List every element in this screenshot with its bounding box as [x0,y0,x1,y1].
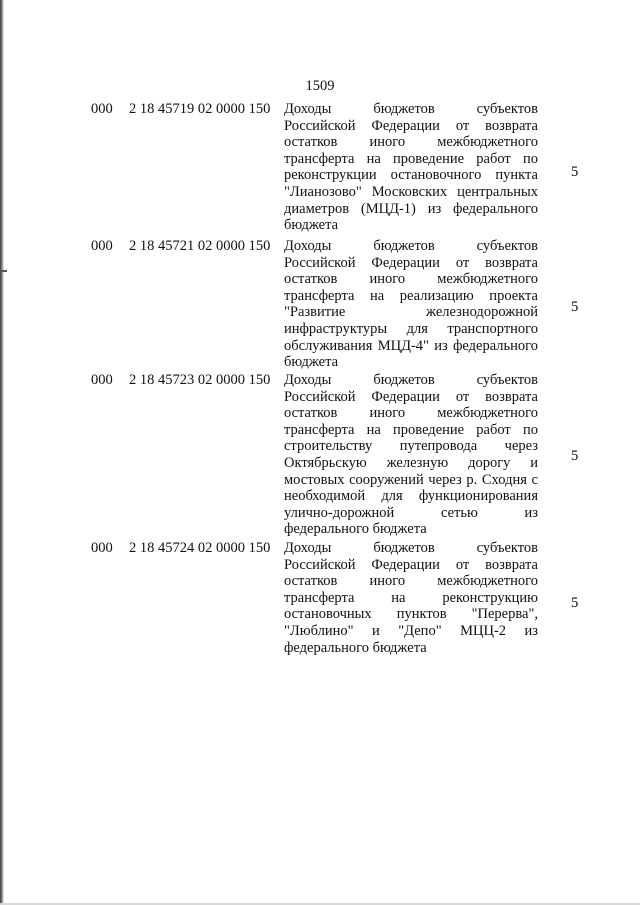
scan-edge-mark [0,270,7,272]
admin-code: 000 [91,238,113,254]
amount-value: 5 [571,448,579,464]
description-line: диаметров (МЦД-1) из федерального [284,200,538,217]
scan-edge-shadow [0,0,4,905]
admin-code: 000 [91,101,113,117]
description-line: Российской Федерации от возврата [284,388,538,405]
description-line: реконструкции остановочного пункта [284,167,538,184]
description-line: Доходы бюджетов субъектов [284,540,538,556]
description-line: остатков иного межбюджетного [284,405,538,422]
description-line: трансферта на проведение работ по [284,421,538,438]
description-line: трансферта на реализацию проекта [284,287,538,304]
description-line: Октябрьскую железную дорогу и [284,454,538,471]
budget-classification-code: 2 18 45719 02 0000 150 [129,101,271,117]
amount-value: 5 [571,595,579,611]
description-line: Российской Федерации от возврата [284,117,538,134]
description-line: обслуживания МЦД-4" из федерального [284,337,538,354]
amount-value: 5 [571,164,579,180]
description-line: "Лианозово" Московских центральных [284,183,538,200]
description-line: бюджета [284,354,339,371]
description-line: Доходы бюджетов субъектов [284,372,538,388]
description-line: остатков иного межбюджетного [284,271,538,288]
description-line: федерального бюджета [284,639,427,656]
description-line: трансферта на реконструкцию [284,589,538,606]
description-line: федерального бюджета [284,521,427,538]
description-line: остановочных пунктов "Перерва", [284,606,538,623]
description-line: Российской Федерации от возврата [284,254,538,271]
income-description [284,540,538,656]
budget-classification-code: 2 18 45723 02 0000 150 [129,372,271,388]
description-line: "Развитие железнодорожной [284,304,538,321]
description-line: бюджета [284,217,339,234]
description-line: остатков иного межбюджетного [284,134,538,151]
admin-code: 000 [91,372,113,388]
description-line: строительству путепровода через [284,438,538,455]
amount-value: 5 [571,299,579,315]
budget-classification-code: 2 18 45724 02 0000 150 [129,540,271,556]
admin-code: 000 [91,540,113,556]
description-line: необходимой для функционирования [284,488,538,505]
description-line: Доходы бюджетов субъектов [284,238,538,254]
description-line: мостовых сооружений через р. Сходня с [284,471,538,488]
description-line: Российской Федерации от возврата [284,556,538,573]
description-line: трансферта на проведение работ по [284,150,538,167]
description-line: улично-дорожной сетью из [284,504,538,521]
income-description [284,101,538,234]
income-description [284,238,538,371]
description-line: инфраструктуры для транспортного [284,320,538,337]
description-line: "Люблино" и "Депо" МЦЦ-2 из [284,622,538,639]
income-description [284,372,538,538]
budget-classification-code: 2 18 45721 02 0000 150 [129,238,271,254]
description-line: остатков иного межбюджетного [284,573,538,590]
description-line: Доходы бюджетов субъектов [284,101,538,117]
page-number: 1509 [305,78,335,94]
